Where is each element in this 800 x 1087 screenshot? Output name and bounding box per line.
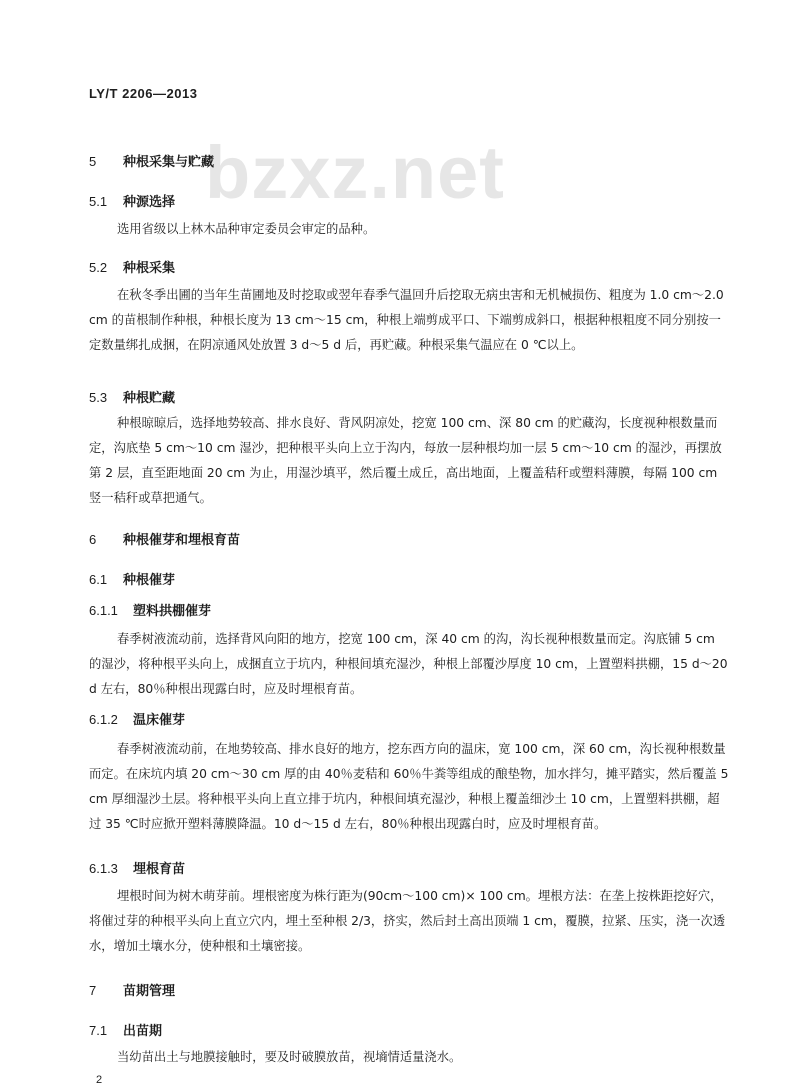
heading-number: 5.3 xyxy=(89,390,108,405)
standard-code: LY/T 2206—2013 xyxy=(89,86,198,101)
heading-6-1-2 xyxy=(89,709,185,728)
heading-title: 塑料拱棚催芽 xyxy=(133,604,212,619)
heading-number: 6.1.3 xyxy=(89,861,118,876)
heading-6-1 xyxy=(89,569,175,588)
heading-title: 埋根育苗 xyxy=(133,862,186,877)
heading-number: 7 xyxy=(89,983,97,998)
heading-number: 6.1 xyxy=(89,572,108,587)
heading-number: 7.1 xyxy=(89,1023,108,1038)
heading-number: 5.2 xyxy=(89,260,108,275)
heading-number: 6.1.1 xyxy=(89,603,118,618)
paragraph-7-1: 当幼苗出土与地膜接触时，要及时破膜放苗，视墒情适量浇水。 xyxy=(117,1050,462,1064)
paragraph-6-1-1: 春季树液流动前，选择背风向阳的地方，挖宽 100 cm，深 40 cm 的沟，沟长视种根数量而定。沟底铺 5 cm 的湿沙，将种根平头向上，成捆直立于坑内，种根间填充湿沙，种根上部覆沙厚度 10 cm，上置塑料拱棚，15 d～20 d 左右，80％种根出现露白时，应及时埋根育苗。 xyxy=(89,632,728,696)
heading-5-1 xyxy=(89,191,175,210)
heading-title: 种根催芽 xyxy=(123,573,176,588)
heading-6 xyxy=(89,529,240,548)
heading-6-1-1 xyxy=(89,600,211,619)
heading-number: 5 xyxy=(89,154,97,169)
paragraph-5-1: 选用省级以上林木品种审定委员会审定的品种。 xyxy=(117,222,376,236)
watermark: bzxz.net xyxy=(205,131,505,214)
heading-number: 6 xyxy=(89,532,97,547)
heading-title: 苗期管理 xyxy=(123,984,176,999)
paragraph-6-1-3: 埋根时间为树木萌芽前。埋根密度为株行距为(90cm～100 cm)× 100 cm。埋根方法：在垄上按株距挖好穴，将催过芽的种根平头向上直立穴内，埋土至种根 2/3，挤实，然后封土高出顶端 1 cm，覆膜，拉紧、压实，浇一次透水，增加土壤水分，使种根和土壤密接。 xyxy=(89,889,726,953)
paragraph-6-1-2: 春季树液流动前，在地势较高、排水良好的地方，挖东西方向的温床，宽 100 cm，深 60 cm，沟长视种根数量而定。在床坑内填 20 cm～30 cm 厚的由 40％麦秸和 60％牛粪等组成的酿垫物，加水拌匀，摊平踏实，然后覆盖 5 cm 厚细湿沙土层。将种根平头向上直立排于坑内，种根间填充湿沙，种根上覆盖细沙土 10 cm，上置塑料拱棚，超过 35 ℃时应掀开塑料薄膜降温。10 d～15 d 左右，80％种根出现露白时，应及时埋根育苗。 xyxy=(89,742,729,831)
heading-7-1 xyxy=(89,1020,162,1039)
heading-5-2 xyxy=(89,257,175,276)
heading-7 xyxy=(89,980,175,999)
page-number: 2 xyxy=(96,1074,103,1086)
heading-title: 出苗期 xyxy=(123,1024,163,1039)
paragraph-5-2: 在秋冬季出圃的当年生苗圃地及时挖取或翌年春季气温回升后挖取无病虫害和无机械损伤、粗度为 1.0 cm～2.0 cm 的苗根制作种根，种根长度为 13 cm～15 cm，种根上端剪成平口、下端剪成斜口，根据种根粗度不同分别按一定数量绑扎成捆，在阴凉通风处放置 3 d～5 d 后，再贮藏。种根采集气温应在 0 ℃以上。 xyxy=(89,288,724,352)
paragraph-5-3: 种根晾晾后，选择地势较高、排水良好、背风阴凉处，挖宽 100 cm、深 80 cm 的贮藏沟，长度视种根数量而定，沟底垫 5 cm～10 cm 湿沙，把种根平头向上立于沟内，每放一层种根均加一层 5 cm～10 cm 的湿沙，再摆放第 2 层，直至距地面 20 cm 为止，用湿沙填平，然后覆土成丘，高出地面，上覆盖秸秆或塑料薄膜，每隔 100 cm 竖一秸秆或草把通气。 xyxy=(89,416,722,505)
heading-title: 温床催芽 xyxy=(133,713,186,728)
heading-5 xyxy=(89,151,214,170)
heading-title: 种根采集与贮藏 xyxy=(123,155,215,170)
heading-5-3 xyxy=(89,387,175,406)
heading-title: 种源选择 xyxy=(123,195,176,210)
heading-6-1-3 xyxy=(89,858,185,877)
heading-title: 种根催芽和埋根育苗 xyxy=(123,533,241,548)
heading-number: 5.1 xyxy=(89,194,108,209)
heading-title: 种根贮藏 xyxy=(123,391,176,406)
heading-title: 种根采集 xyxy=(123,261,176,276)
heading-number: 6.1.2 xyxy=(89,712,118,727)
